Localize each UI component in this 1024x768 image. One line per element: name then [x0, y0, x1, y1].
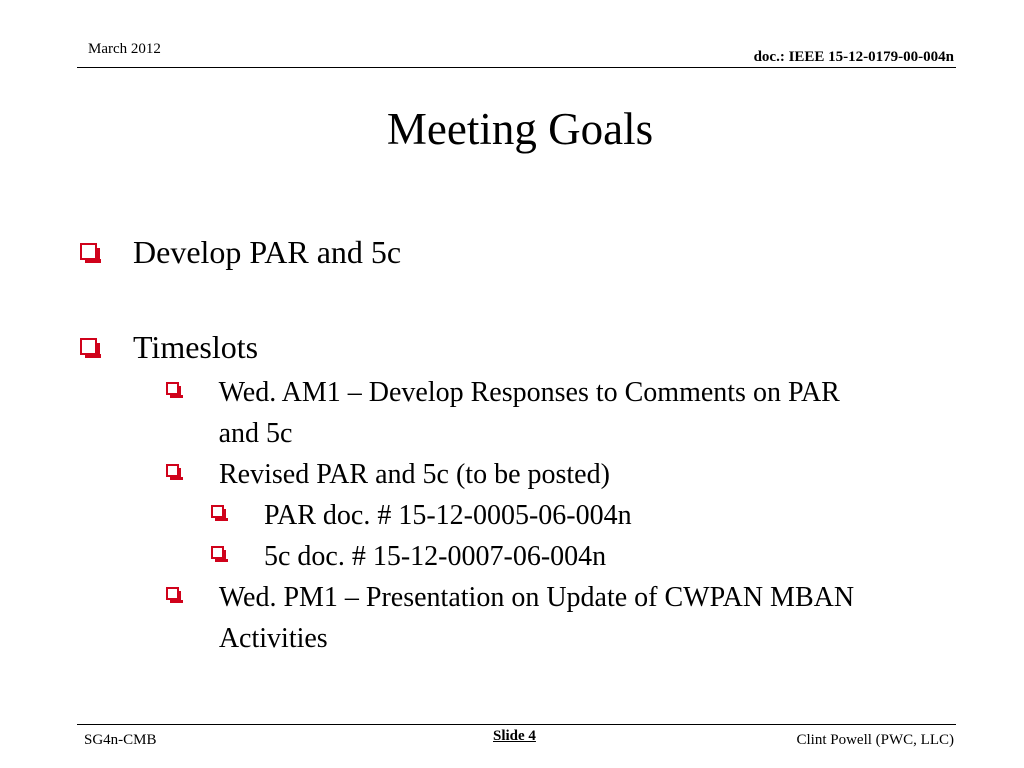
bullet-item: [166, 454, 610, 495]
header-doc-id: doc.: IEEE 15-12-0179-00-004n: [753, 49, 954, 65]
footer-author: Clint Powell (PWC, LLC): [796, 732, 954, 748]
checkbox-square-icon: [80, 243, 97, 260]
bullet-item: [80, 328, 258, 366]
header-date: March 2012: [88, 41, 161, 57]
checkbox-square-icon: [166, 464, 179, 477]
footer-rule: [77, 724, 956, 725]
bullet-item: [211, 536, 606, 577]
checkbox-square-icon: [211, 505, 224, 518]
bullet-text: Wed. PM1 – Presentation on Update of CWPAN MBAN Activities: [218, 582, 855, 654]
bullet-item: [166, 372, 886, 454]
bullet-item: [166, 577, 886, 659]
header-rule: [77, 67, 956, 68]
slide-title: Meeting Goals: [386, 104, 654, 154]
bullet-item: [211, 495, 632, 536]
checkbox-square-icon: [211, 546, 224, 559]
slide-number: Slide 4: [493, 728, 536, 744]
footer-left: SG4n-CMB: [84, 732, 157, 748]
bullet-text: Revised PAR and 5c (to be posted): [219, 459, 610, 490]
bullet-text: Wed. AM1 – Develop Responses to Comments on PAR and 5c: [218, 377, 840, 449]
bullet-text: Develop PAR and 5c: [133, 234, 402, 270]
checkbox-square-icon: [166, 382, 179, 395]
checkbox-square-icon: [80, 338, 97, 355]
checkbox-square-icon: [166, 587, 179, 600]
bullet-item: [80, 233, 401, 271]
bullet-text: PAR doc. # 15-12-0005-06-004n: [264, 500, 632, 531]
bullet-text: 5c doc. # 15-12-0007-06-004n: [264, 541, 607, 572]
bullet-text: Timeslots: [133, 329, 259, 365]
